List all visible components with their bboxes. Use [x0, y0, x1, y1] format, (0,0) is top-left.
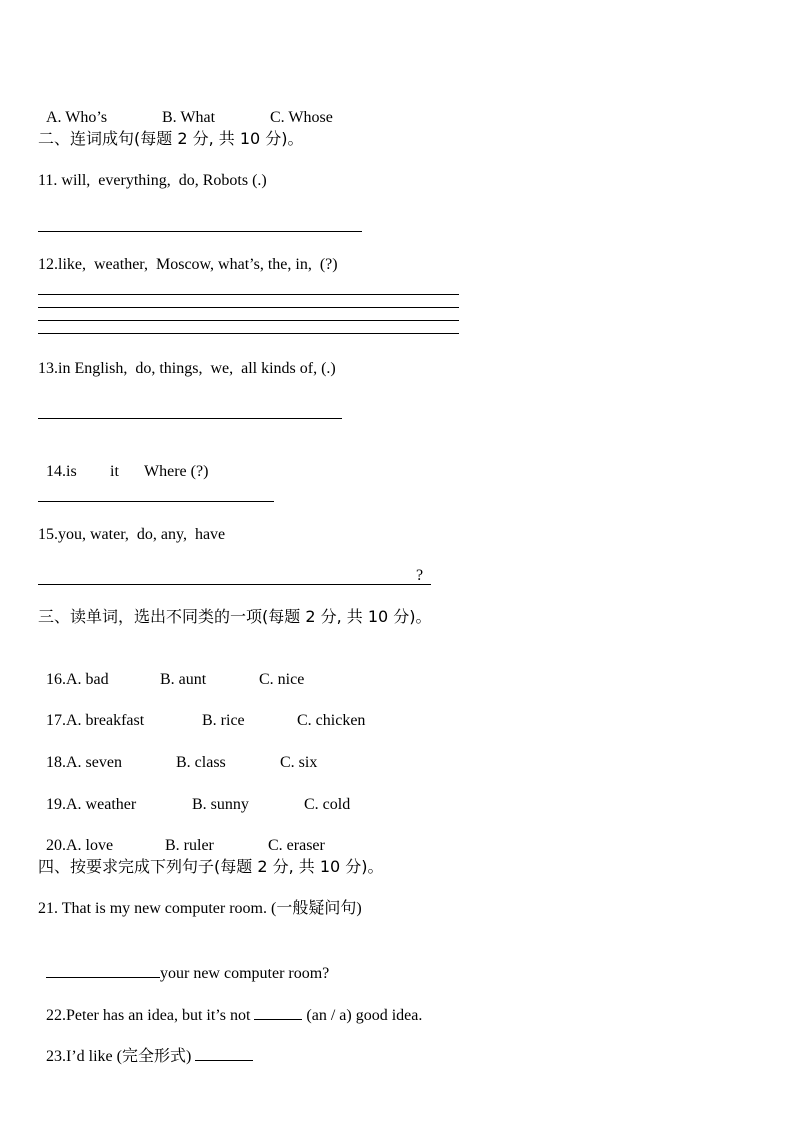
answer-line-11[interactable]: [38, 231, 362, 232]
option-c: C. cold: [304, 796, 351, 813]
q10-option-a: A. Who’s: [46, 109, 108, 126]
question-16: [38, 650, 304, 690]
question-22-text-b: (an / a) good idea.: [306, 1007, 423, 1024]
answer-blank-23[interactable]: [195, 1044, 253, 1061]
option-b: B. ruler: [165, 837, 214, 854]
question-number: 19.: [46, 796, 66, 813]
q10-option-c: C. Whose: [270, 109, 333, 126]
question-15: 15.you, water, do, any, have: [38, 526, 226, 543]
question-14-word-2: it: [110, 463, 119, 480]
section-2-heading: 二、连词成句(每题 2 分, 共 10 分)。: [38, 129, 304, 148]
question-21-answer: [38, 941, 329, 984]
question-23-text: 23.I’d like (完全形式): [46, 1048, 192, 1065]
question-17: [38, 691, 365, 731]
question-number: 17.: [46, 712, 66, 729]
option-a: A. bad: [66, 671, 109, 688]
option-c: C. chicken: [297, 712, 366, 729]
option-c: C. eraser: [268, 837, 325, 854]
question-15-end-mark: ?: [416, 567, 424, 584]
option-a: A. weather: [66, 796, 137, 813]
question-21-answer-text: your new computer room?: [160, 965, 330, 982]
q10-option-b: B. What: [162, 109, 216, 126]
question-13: 13.in English, do, things, we, all kinds of, (.): [38, 360, 336, 377]
option-a: A. love: [66, 837, 114, 854]
option-a: A. breakfast: [66, 712, 145, 729]
answer-line-12b[interactable]: [38, 307, 459, 308]
question-14-word-1: 14.is: [46, 463, 77, 480]
option-b: B. sunny: [192, 796, 249, 813]
question-20: [38, 816, 325, 856]
question-number: 20.: [46, 837, 66, 854]
answer-line-13[interactable]: [38, 418, 342, 419]
answer-line-12a[interactable]: [38, 294, 459, 295]
option-c: C. nice: [259, 671, 305, 688]
question-number: 16.: [46, 671, 66, 688]
option-a: A. seven: [66, 754, 122, 771]
option-b: B. aunt: [160, 671, 207, 688]
question-12: 12.like, weather, Moscow, what’s, the, in, (?): [38, 256, 338, 273]
option-c: C. six: [280, 754, 318, 771]
question-21: 21. That is my new computer room. (一般疑问句): [38, 900, 362, 917]
question-11: 11. will, everything, do, Robots (.): [38, 172, 267, 189]
question-18: [38, 733, 317, 773]
question-number: 18.: [46, 754, 66, 771]
question-22: [38, 983, 422, 1026]
question-23: [38, 1024, 253, 1067]
answer-line-12c[interactable]: [38, 320, 459, 321]
option-b: B. class: [176, 754, 226, 771]
answer-line-12d[interactable]: [38, 333, 459, 334]
answer-line-14[interactable]: [38, 501, 274, 502]
answer-blank-22[interactable]: [254, 1003, 302, 1020]
option-b: B. rice: [202, 712, 245, 729]
answer-line-15[interactable]: [38, 584, 431, 585]
answer-blank-21[interactable]: [46, 961, 160, 978]
question-19: [38, 775, 350, 815]
question-14: [38, 442, 208, 482]
section-4-heading: 四、按要求完成下列句子(每题 2 分, 共 10 分)。: [38, 857, 384, 876]
question-22-text-a: 22.Peter has an idea, but it’s not: [46, 1007, 251, 1024]
section-3-heading: 三、读单词，选出不同类的一项(每题 2 分, 共 10 分)。: [38, 607, 432, 626]
q10-options: [38, 88, 333, 128]
question-14-word-3: Where (?): [144, 463, 209, 480]
